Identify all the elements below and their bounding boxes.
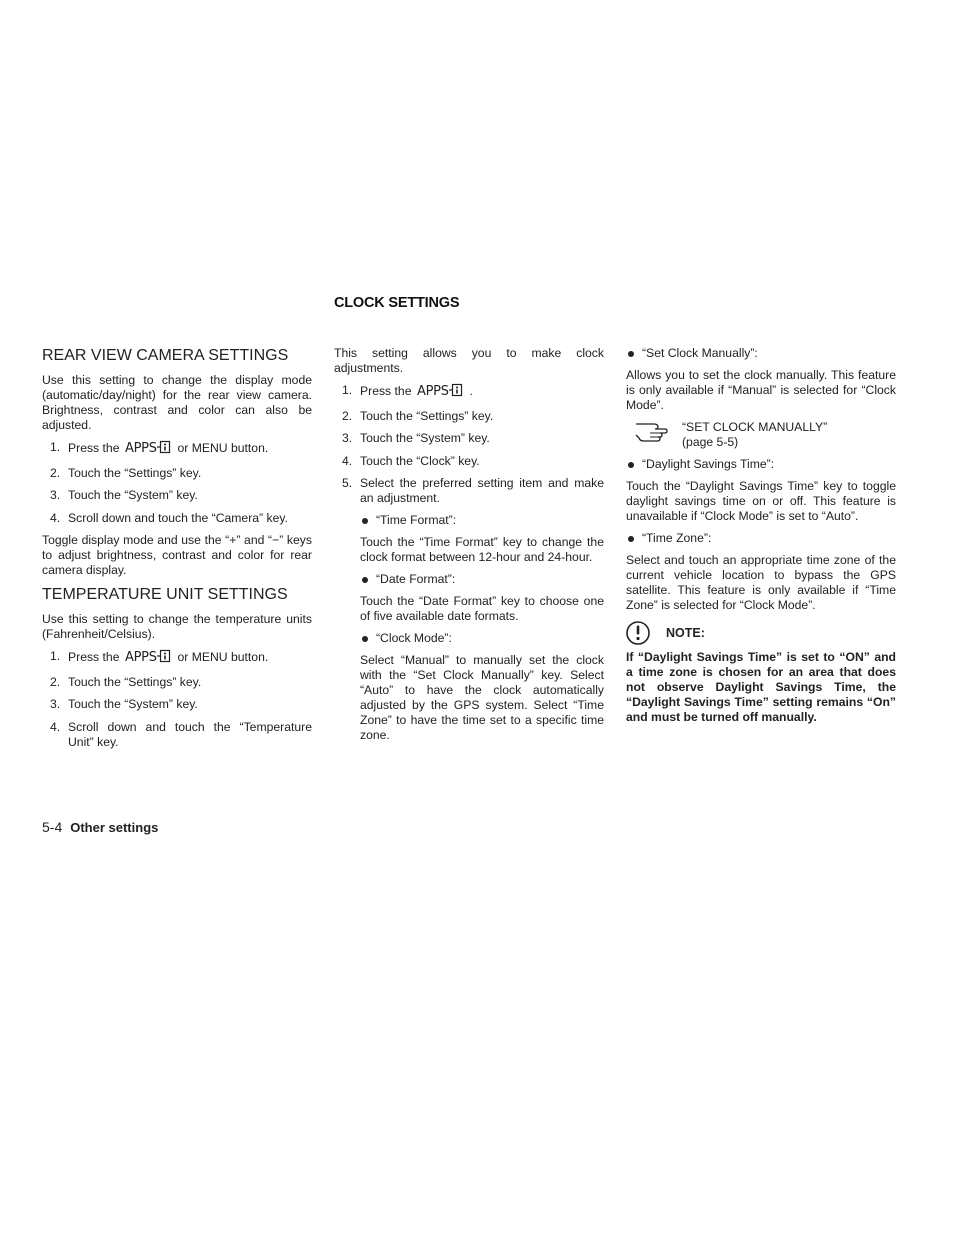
- reference-page[interactable]: (page 5-5): [682, 435, 739, 449]
- list-item: [42, 697, 312, 712]
- step-text: Touch the “Settings” key.: [68, 674, 202, 689]
- dst-bullet: “Daylight Savings Time”:: [626, 457, 896, 472]
- list-item: [42, 488, 312, 503]
- date-format-bullet: “Date Format”:: [360, 572, 604, 587]
- step-text: Select the preferred setting item and make an adjustment.: [360, 476, 604, 505]
- step-number: 5.: [342, 476, 353, 490]
- step-text: Press the: [360, 384, 412, 398]
- step-number: 1.: [50, 440, 61, 454]
- step-number: 3.: [50, 488, 61, 502]
- column-middle: [334, 346, 604, 750]
- set-clock-desc: Allows you to set the clock manually. This feature is only available if “Manual” is selected for “Clock Mode”.: [626, 368, 896, 412]
- footer-section-name: Other settings: [70, 820, 159, 835]
- step-text: or MENU button.: [177, 650, 269, 664]
- step-text: Touch the “System” key.: [360, 431, 490, 445]
- clock-intro: This setting allows you to make clock adjustments.: [334, 346, 604, 375]
- list-item: [334, 476, 604, 506]
- time-format-desc: Touch the “Time Format” key to change the clock format between 12-hour and 24-hour.: [360, 535, 604, 564]
- apps-icon: [417, 383, 463, 401]
- list-item: [334, 383, 604, 401]
- column-left: [42, 346, 312, 757]
- clock-mode-desc: Select “Manual” to manually set the clock with the “Set Clock Manually” key. Select “Auto” to have the clock automatically adjusted by the GPS system. Select “Time Zone” to have the time set to a specific time zone.: [360, 653, 604, 742]
- list-item: [42, 440, 312, 458]
- temperature-intro: Use this setting to change the temperature units (Fahrenheit/Celsius).: [42, 612, 312, 641]
- apps-label: APPS: [417, 384, 450, 397]
- rear-camera-heading: REAR VIEW CAMERA SETTINGS: [42, 347, 289, 364]
- time-zone-bullet: “Time Zone”:: [626, 531, 896, 546]
- time-format-bullet: “Time Format”:: [360, 513, 604, 528]
- clock-mode-bullet: “Clock Mode”:: [360, 631, 604, 646]
- pointing-hand-icon: [634, 420, 668, 442]
- step-number: 2.: [50, 465, 61, 480]
- list-item: [334, 431, 604, 446]
- step-number: 4.: [50, 510, 61, 525]
- time-zone-desc: Select and touch an appropriate time zone of the current vehicle location to bypass the GPS satellite. This feature is only available if “Time Zone” is selected for “Clock Mode”.: [626, 553, 896, 612]
- rear-camera-steps: [42, 440, 312, 526]
- page-footer: [42, 820, 158, 835]
- step-text: Touch the “Settings” key.: [68, 465, 202, 480]
- page-number: 5-4: [42, 819, 63, 835]
- note-text: If “Daylight Savings Time” is set to “ON” and a time zone is chosen for an area that does not observe Daylight Savings Time, the “Daylight Savings Time” setting remains “On” and must be turned off manually.: [626, 650, 896, 724]
- apps-icon: [125, 440, 171, 458]
- note-header: [626, 620, 896, 648]
- dst-desc: Touch the “Daylight Savings Time” key to toggle daylight savings time on or off. This feature is unavailable if “Clock Mode” is set to “Auto”.: [626, 479, 896, 523]
- list-item: [42, 649, 312, 667]
- step-text: .: [469, 384, 473, 398]
- rear-camera-intro: Use this setting to change the display mode (automatic/day/night) for the rear view camera. Brightness, contrast and color can also be adjusted.: [42, 373, 312, 432]
- step-text: Touch the “Clock” key.: [360, 453, 480, 468]
- apps-label: APPS: [125, 650, 158, 663]
- step-number: 4.: [342, 453, 353, 468]
- note-label: NOTE:: [666, 626, 705, 640]
- step-number: 4.: [50, 719, 61, 734]
- step-number: 3.: [50, 697, 61, 711]
- temperature-heading: TEMPERATURE UNIT SETTINGS: [42, 586, 288, 603]
- temperature-steps: [42, 649, 312, 750]
- step-text: Press the: [68, 441, 120, 455]
- list-item: [334, 409, 604, 424]
- page-reference: [626, 420, 896, 450]
- step-number: 1.: [50, 649, 61, 663]
- step-text: Press the: [68, 650, 120, 664]
- step-text: Scroll down and touch the “Camera” key.: [68, 510, 288, 525]
- apps-label: APPS: [125, 441, 158, 454]
- step-number: 1.: [342, 383, 353, 397]
- step-text: Touch the “Settings” key.: [360, 408, 494, 423]
- step-number: 2.: [50, 674, 61, 689]
- step-text: or MENU button.: [177, 441, 269, 455]
- step-text: Scroll down and touch the “Temperature Unit” key.: [68, 719, 312, 749]
- list-item: [42, 675, 312, 690]
- apps-icon: [125, 649, 171, 667]
- list-item: [42, 511, 312, 526]
- section-title: CLOCK SETTINGS: [334, 295, 460, 311]
- list-item: [42, 720, 312, 750]
- list-item: [334, 454, 604, 469]
- step-number: 2.: [342, 408, 353, 423]
- set-clock-bullet: “Set Clock Manually”:: [626, 346, 896, 361]
- column-right: [626, 346, 896, 732]
- rear-camera-toggle-text: Toggle display mode and use the “+” and “−” keys to adjust brightness, contrast and color for rear camera display.: [42, 533, 312, 577]
- step-text: Touch the “System” key.: [68, 488, 198, 502]
- date-format-desc: Touch the “Date Format” key to choose one of five available date formats.: [360, 594, 604, 623]
- step-text: Touch the “System” key.: [68, 697, 198, 711]
- clock-steps: [334, 383, 604, 506]
- caution-icon: [626, 620, 656, 648]
- list-item: [42, 466, 312, 481]
- reference-title[interactable]: “SET CLOCK MANUALLY”: [682, 420, 828, 434]
- step-number: 3.: [342, 431, 353, 445]
